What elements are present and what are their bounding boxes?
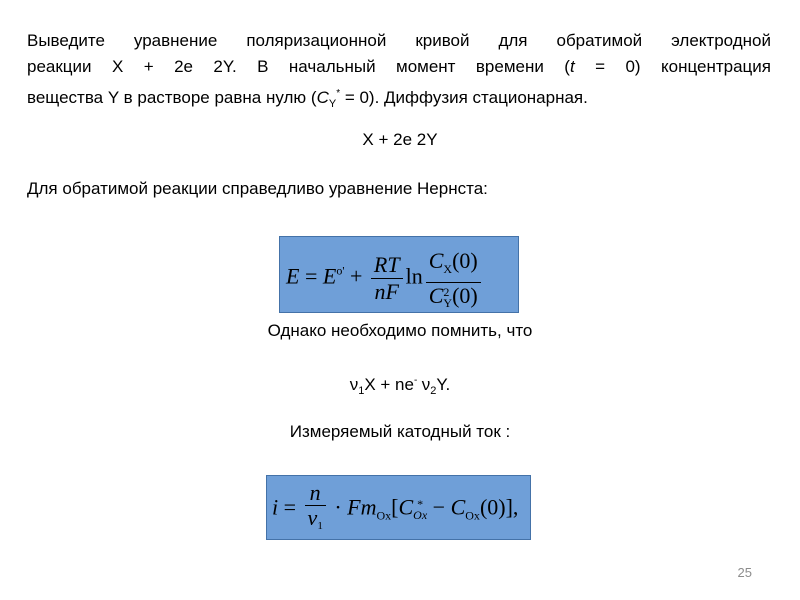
nernst-lhs: E (286, 263, 300, 289)
nernst-fraction-conc (426, 248, 481, 309)
current-m-sub: Ox (376, 508, 392, 523)
nernst-formula-box (279, 236, 519, 313)
nernst-plus: + (344, 263, 368, 289)
nernst-cy-group (426, 283, 481, 309)
problem-line-3 (27, 81, 771, 118)
current-fm: Fm (347, 494, 377, 520)
reaction-left: X + 2e (362, 130, 417, 149)
current-minus: − (427, 494, 451, 520)
remember-text: Однако необходимо помнить, что (267, 321, 533, 340)
nernst-formula (286, 248, 484, 309)
general-reaction-right: Y. (436, 375, 451, 394)
problem-line-2 (27, 54, 771, 82)
current-n: n (305, 481, 326, 506)
problem-line-2-text-c: = 0) концентрация (574, 56, 771, 76)
nernst-cy-arg: (0) (452, 283, 478, 308)
nernst-cx-arg: (0) (452, 248, 478, 273)
problem-statement (27, 28, 771, 118)
current-c2-arg: (0) (479, 494, 506, 520)
nu1-sub: 1 (358, 385, 365, 397)
concentration-superscript: * (336, 88, 341, 99)
nernst-cx-group (426, 248, 481, 283)
nernst-fraction-rt-nf (371, 252, 403, 305)
nernst-e0-sup: o' (336, 263, 345, 278)
current-i: i (272, 494, 279, 520)
nernst-ln: ln (405, 263, 423, 289)
current-fraction (305, 481, 326, 538)
nernst-nf: nF (374, 279, 399, 304)
nernst-rt: RT (371, 252, 403, 279)
reaction-equation (0, 129, 800, 152)
page-number: 25 (737, 565, 752, 580)
current-nu1-group (305, 506, 326, 538)
current-bracket-open: [ (391, 494, 399, 520)
problem-line-1: Выведите уравнение поляризационной кривой для обратимой электродной (27, 31, 771, 50)
nernst-cx-sub: X (443, 262, 453, 276)
current-nu1: ν (307, 505, 318, 530)
nernst-cy: C (428, 283, 444, 308)
current-nu1-sub: 1 (317, 520, 323, 532)
problem-line-2-text-b: 2Y. В начальный момент времени ( (213, 56, 570, 76)
current-bracket-close: ], (505, 494, 519, 520)
current-c1: C (398, 494, 414, 520)
current-c1-sup: * (417, 496, 424, 511)
nernst-intro: Для обратимой реакции справедливо уравнение Нернста: (27, 179, 488, 198)
current-formula-box (266, 475, 531, 540)
nu2: ν (421, 375, 431, 394)
current-c2-sub: Ox (465, 508, 480, 523)
nernst-cy-scripts (443, 284, 453, 310)
current-c1-sub: Ox (413, 507, 428, 522)
current-c1-scripts (413, 496, 428, 522)
nernst-eq: = (299, 263, 323, 289)
concentration-symbol: C (316, 88, 329, 107)
concentration-subscript: Y (328, 98, 337, 110)
current-formula (272, 481, 518, 538)
current-intro: Измеряемый катодный ток : (289, 422, 511, 441)
general-reaction (0, 370, 800, 402)
current-c2: C (450, 494, 466, 520)
current-eq: = (278, 494, 302, 520)
nernst-cx: C (428, 248, 444, 273)
nernst-cy-sub: Y (443, 295, 453, 310)
current-dot: · (328, 494, 348, 520)
electron-sup: - (413, 375, 418, 386)
nernst-cy-sup: 2 (443, 284, 450, 299)
nu1: ν (349, 375, 359, 394)
nu2-sub: 2 (430, 385, 437, 397)
reaction-right: 2Y (416, 130, 438, 149)
time-variable: t (569, 56, 575, 76)
problem-line-2-text-a: реакции X + 2e (27, 56, 214, 76)
problem-line-3-text-b: = 0). Диффузия стационарная. (340, 88, 588, 107)
general-reaction-left: X + ne (364, 375, 414, 394)
nernst-e0: E (322, 263, 337, 289)
problem-line-3-text-a: вещества Y в растворе равна нулю ( (27, 88, 317, 107)
